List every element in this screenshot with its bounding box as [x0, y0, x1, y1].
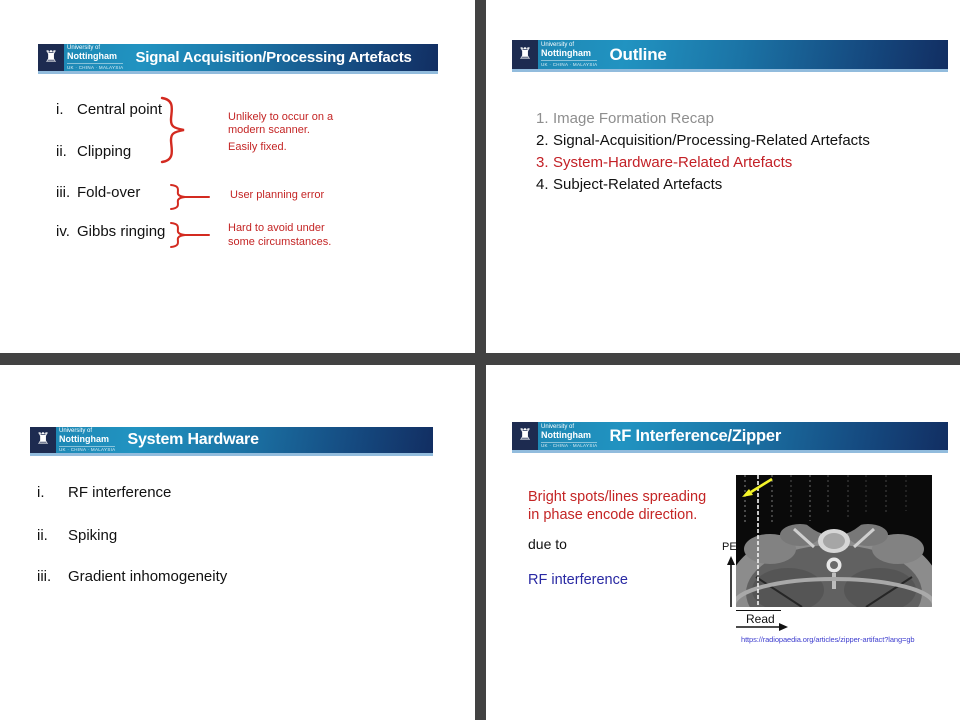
castle-icon: ♜: [512, 40, 538, 69]
list-item: ii. Clipping: [56, 143, 132, 160]
slide-rf-zipper[interactable]: [486, 365, 960, 720]
read-axis-label: Read: [746, 612, 775, 626]
pe-axis-label: PE: [722, 541, 737, 553]
slide-header: [512, 422, 948, 453]
annotation: Easily fixed.: [228, 141, 287, 153]
list-item: i. RF interference: [37, 484, 172, 501]
castle-icon: ♜: [512, 422, 538, 450]
cause-text: RF interference: [528, 572, 628, 588]
slide-header: [38, 44, 438, 74]
brace-icon: [169, 183, 211, 211]
description-line: Bright spots/lines spreading: [528, 489, 707, 505]
outline-item-recap: 1. Image Formation Recap: [536, 110, 714, 127]
uon-logo-text: University of Nottingham UK · CHINA · MALAYSIA: [541, 42, 598, 67]
read-axis-arrow-icon: [736, 622, 788, 632]
outline-item-system-hardware: 3. System-Hardware-Related Artefacts: [536, 154, 793, 171]
description-line: in phase encode direction.: [528, 507, 698, 523]
pe-axis-arrow-icon: [726, 556, 736, 608]
list-item: iii. Fold-over: [56, 184, 141, 201]
annotation: Unlikely to occur on a: [228, 111, 334, 123]
slide-header: [512, 40, 948, 72]
horizontal-divider: [0, 353, 960, 365]
uon-logo-text: University of Nottingham UK · CHINA · MALAYSIA: [541, 423, 598, 448]
slide-title: RF Interference/Zipper: [609, 426, 782, 445]
uon-logo: [512, 40, 597, 69]
list-item: i. Central point: [56, 101, 163, 118]
annotation: modern scanner.: [228, 124, 310, 136]
uon-logo: [30, 427, 115, 453]
mri-zipper-image: [736, 475, 932, 607]
annotation: some circumstances.: [228, 236, 332, 248]
outline-item-signal: 2. Signal-Acquisition/Processing-Related Artefacts: [536, 132, 870, 149]
list-item: iii. Gradient inhomogeneity: [37, 568, 228, 585]
due-to-text: due to: [528, 536, 567, 552]
outline-item-subject: 4. Subject-Related Artefacts: [536, 176, 723, 193]
castle-icon: ♜: [30, 427, 56, 453]
slide-header: [30, 427, 433, 456]
list-item: iv. Gibbs ringing: [56, 223, 166, 240]
uon-logo: [512, 422, 597, 450]
brace-icon: [160, 95, 192, 165]
slide-title: Signal Acquisition/Processing Artefacts: [135, 49, 412, 66]
annotation: Hard to avoid under: [228, 222, 325, 234]
slide-title: System Hardware: [127, 431, 259, 448]
slide-title: Outline: [609, 44, 667, 64]
castle-icon: ♜: [38, 44, 64, 71]
source-url-link[interactable]: https://radiopaedia.org/articles/zipper-artifact?lang=gb: [741, 635, 915, 644]
read-axis-line: [736, 610, 781, 611]
annotation: User planning error: [230, 189, 325, 201]
slide-system-hardware[interactable]: [0, 365, 475, 720]
slide-outline[interactable]: [486, 0, 960, 353]
list-item: ii. Spiking: [37, 527, 118, 544]
uon-logo-text: University of Nottingham UK · CHINA · MALAYSIA: [67, 45, 124, 70]
slide-signal-artefacts[interactable]: [0, 0, 475, 353]
uon-logo: [38, 44, 123, 71]
brace-icon: [169, 221, 211, 249]
uon-logo-text: University of Nottingham UK · CHINA · MALAYSIA: [59, 427, 116, 452]
